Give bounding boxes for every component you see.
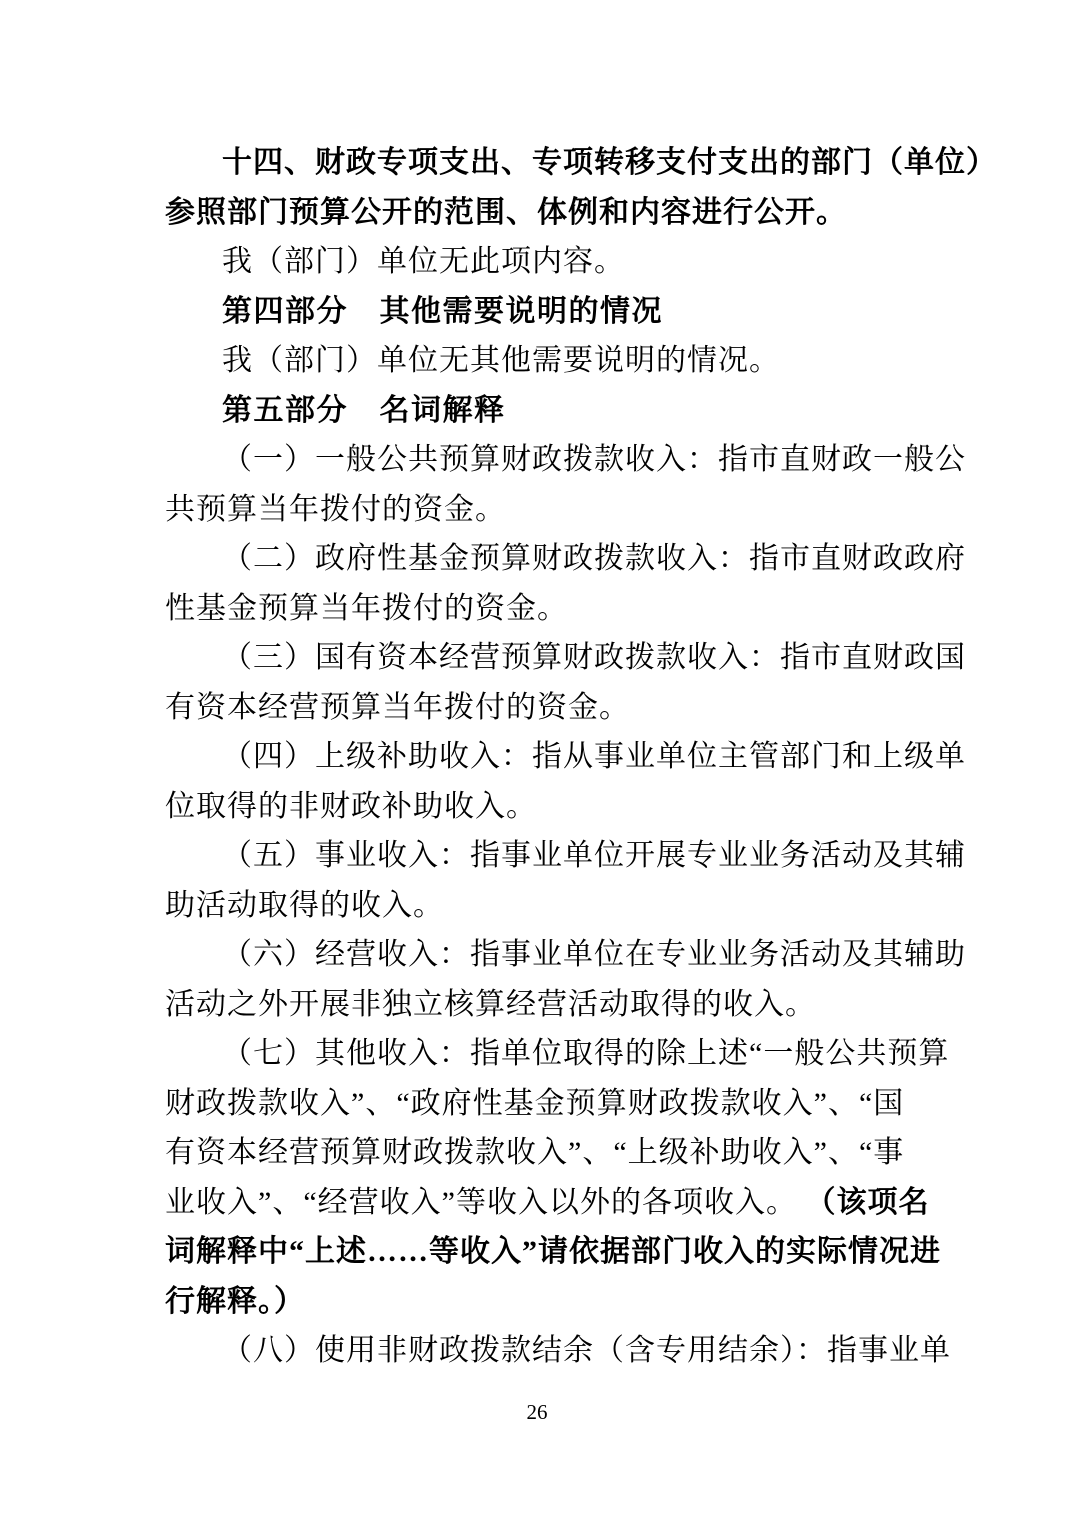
definition-7-line-3: 有资本经营预算财政拨款收入”、“上级补助收入”、“事 <box>165 1136 905 1169</box>
definition-6-line-2: 活动之外开展非独立核算经营活动取得的收入。 <box>165 987 816 1021</box>
definition-6-line-1: （六）经营收入：指事业单位在专业业务活动及其辅助 <box>222 938 966 971</box>
part-4-heading: 第四部分 其他需要说明的情况 <box>222 294 663 328</box>
part-5-heading: 第五部分 名词解释 <box>222 393 506 427</box>
section-14-title-line-2: 参照部门预算公开的范围、体例和内容进行公开。 <box>165 195 847 229</box>
definition-7-note-line-3: 行解释。） <box>165 1284 305 1318</box>
definition-5-line-2: 助活动取得的收入。 <box>165 888 444 922</box>
definition-7-line-1: （七）其他收入：指单位取得的除上述“一般公共预算 <box>222 1037 950 1070</box>
document-body <box>165 138 997 1376</box>
definition-7-line-4-bold-note: （该项名 <box>805 1185 930 1219</box>
definition-2-line-1: （二）政府性基金预算财政拨款收入：指市直财政政府 <box>222 542 966 575</box>
definition-2-line-2: 性基金预算当年拨付的资金。 <box>165 591 568 625</box>
definition-7-line-4 <box>165 1178 930 1228</box>
body-line: 我（部门）单位无此项内容。 <box>222 245 625 278</box>
definition-5-line-1: （五）事业收入：指事业单位开展专业业务活动及其辅 <box>222 839 966 872</box>
definition-7-line-4-regular: 业收入”、“经营收入”等收入以外的各项收入。 <box>165 1185 797 1219</box>
section-14-title-line-1: 十四、财政专项支出、专项转移支付支出的部门（单位） <box>222 146 997 179</box>
definition-3-line-2: 有资本经营预算当年拨付的资金。 <box>165 690 630 724</box>
definition-7-note-line-2: 词解释中“上述……等收入”请依据部门收入的实际情况进 <box>165 1235 941 1268</box>
definition-4-line-2: 位取得的非财政补助收入。 <box>165 789 537 823</box>
definition-1-line-1: （一）一般公共预算财政拨款收入：指市直财政一般公 <box>222 443 966 476</box>
body-line: 我（部门）单位无其他需要说明的情况。 <box>222 344 780 377</box>
definition-4-line-1: （四）上级补助收入：指从事业单位主管部门和上级单 <box>222 740 966 773</box>
page-number: 26 <box>526 1400 548 1424</box>
definition-3-line-1: （三）国有资本经营预算财政拨款收入：指市直财政国 <box>222 641 966 674</box>
definition-7-line-2: 财政拨款收入”、“政府性基金预算财政拨款收入”、“国 <box>165 1086 905 1120</box>
definition-8-line-1: （八）使用非财政拨款结余（含专用结余）：指事业单 <box>222 1334 951 1367</box>
definition-1-line-2: 共预算当年拨付的资金。 <box>165 492 506 526</box>
